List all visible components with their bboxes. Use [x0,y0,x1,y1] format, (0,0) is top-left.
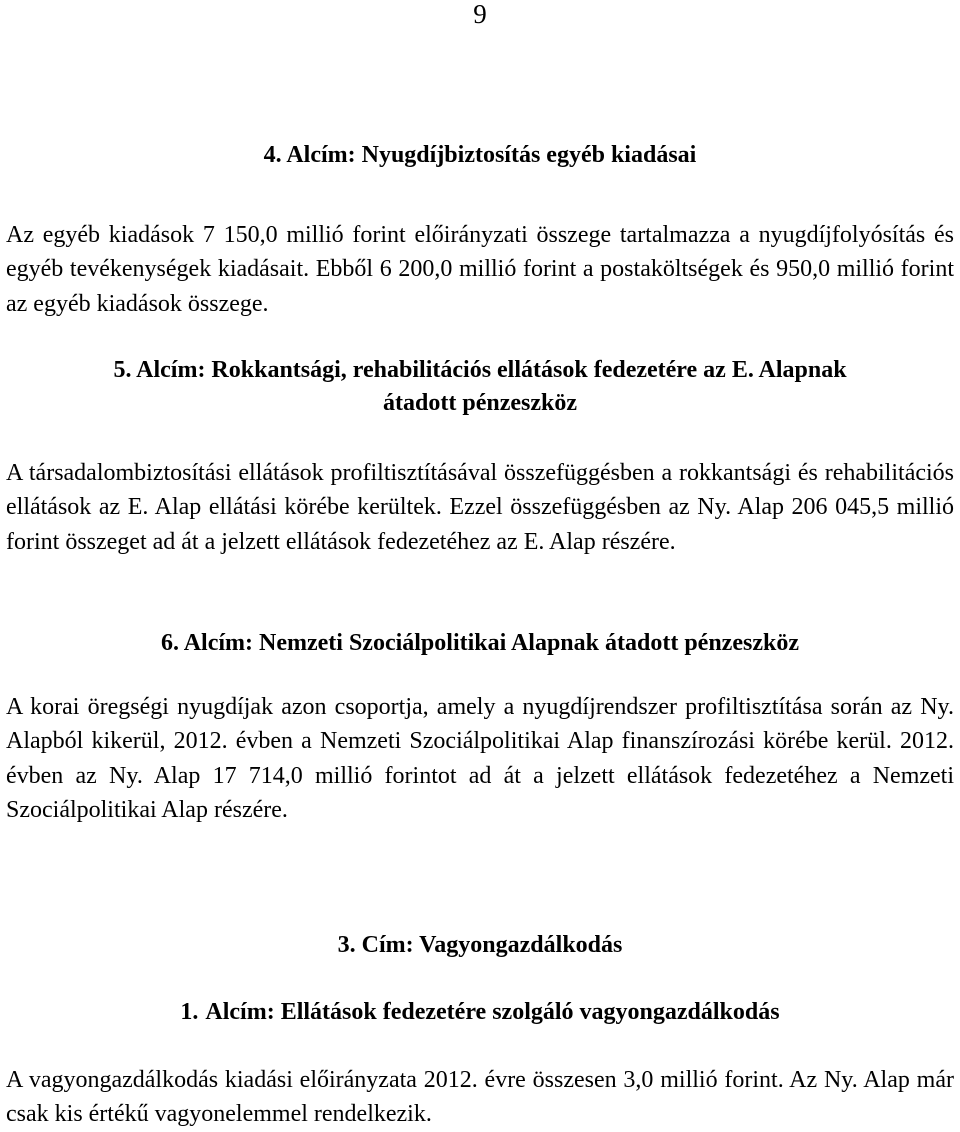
section-6-heading: 6. Alcím: Nemzeti Szociálpolitikai Alapnak átadott pénzeszköz [161,630,799,656]
section-4-heading: 4. Alcím: Nyugdíjbiztosítás egyéb kiadásai [263,142,697,168]
page-number: 9 [473,0,487,29]
chapter-3-subsection-1-heading [0,996,960,1029]
section-4-paragraph: Az egyéb kiadások 7 150,0 millió forint előirányzati összege tartalmazza a nyugdíjfolyósítás és egyéb tevékenységek kiadásait. Ebből 6 200,0 millió forint a postaköltségek és 950,0 millió forint az egyéb kiadások összege. [6,222,954,317]
chapter-3-subsection-1-paragraph: A vagyongazdálkodás kiadási előirányzata 2012. évre összesen 3,0 millió forint. Az Ny. Alap már csak kis értékű vagyonelemmel rendelkezik. [6,1067,954,1128]
section-5-heading-line1: 5. Alcím: Rokkantsági, rehabilitációs ellátások fedezetére az E. Alapnak [113,357,847,383]
subsection-title: Alcím: Ellátások fedezetére szolgáló vagyongazdálkodás [205,999,780,1025]
subsection-number: 1. [180,999,199,1025]
section-5-heading-line2: átadott pénzeszköz [383,390,577,416]
chapter-3-heading: 3. Cím: Vagyongazdálkodás [337,932,623,958]
section-5-paragraph: A társadalombiztosítási ellátások profiltisztításával összefüggésben a rokkantsági és rehabilitációs ellátások az E. Alap ellátási körébe kerültek. Ezzel összefüggésben az Ny. Alap 206 045,5 millió forint összeget ad át a jelzett ellátások fedezetéhez az E. Alap részére. [6,460,954,555]
section-6-paragraph: A korai öregségi nyugdíjak azon csoportja, amely a nyugdíjrendszer profiltisztítása során az Ny. Alapból kikerül, 2012. évben a Nemzeti Szociálpolitikai Alap finanszírozási körébe kerül. 2012. évben az Ny. Alap 17 714,0 millió forintot ad át a jelzett ellátások fedezetéhez a Nemzeti Szociálpolitikai Alap részére. [6,694,954,823]
section-5-heading [0,354,960,420]
